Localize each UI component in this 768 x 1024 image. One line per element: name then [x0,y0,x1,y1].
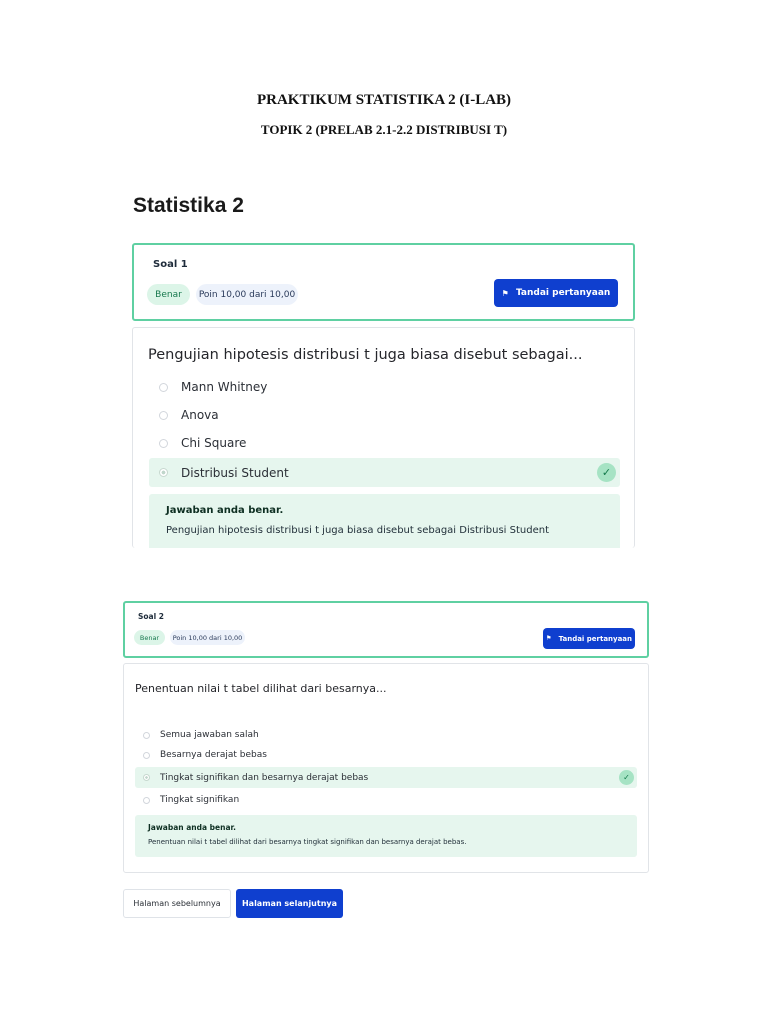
radio-icon[interactable] [159,411,168,420]
question-1-points-badge: Poin 10,00 dari 10,00 [196,284,298,305]
question-2-option[interactable] [135,792,637,808]
question-1-option[interactable] [149,432,620,454]
question-2-option[interactable] [135,727,637,743]
question-1-label: Soal 1 [153,259,188,270]
radio-icon[interactable] [143,732,150,739]
question-2-label: Soal 2 [138,612,165,621]
question-2-flag-button[interactable] [543,628,635,649]
feedback-text: Penentuan nilai t tabel dilihat dari besarnya tingkat signifikan dan besarnya derajat bebas. [148,838,467,846]
question-2-flag-label: Tandai pertanyaan [558,634,633,643]
option-label: Mann Whitney [181,380,268,394]
question-1-flag-button[interactable] [494,279,618,307]
option-label: Anova [181,408,219,422]
feedback-heading: Jawaban anda benar. [148,823,236,832]
check-circle-icon: ✓ [619,770,634,785]
option-label: Distribusi Student [181,465,289,480]
option-label: Chi Square [181,436,247,450]
question-2-points-badge: Poin 10,00 dari 10,00 [170,630,245,645]
question-1-header [132,243,635,321]
question-2-header [123,601,649,658]
course-title: Statistika 2 [133,194,244,217]
option-label: Semua jawaban salah [160,730,259,740]
flag-icon: ⚑ [501,288,509,298]
question-1-flag-label: Tandai pertanyaan [515,288,611,298]
question-2-body [123,663,649,873]
feedback-text: Pengujian hipotesis distribusi t juga biasa disebut sebagai Distribusi Student [166,525,549,536]
option-label: Besarnya derajat bebas [160,750,267,760]
check-circle-icon: ✓ [597,463,616,482]
question-1-text: Pengujian hipotesis distribusi t juga biasa disebut sebagai... [148,347,583,363]
radio-icon[interactable] [159,383,168,392]
radio-icon[interactable] [143,774,150,781]
option-label: Tingkat signifikan dan besarnya derajat bebas [160,772,369,783]
question-2-feedback [135,815,637,857]
radio-icon[interactable] [159,468,168,477]
flag-icon: ⚑ [545,635,552,642]
radio-icon[interactable] [143,752,150,759]
question-1-option[interactable] [149,404,620,426]
question-1-option-selected[interactable] [149,458,620,487]
question-2-text: Penentuan nilai t tabel dilihat dari besarnya... [135,682,387,695]
question-2-option-selected[interactable] [135,767,637,788]
question-2-option[interactable] [135,747,637,763]
feedback-heading: Jawaban anda benar. [166,505,284,516]
document-subtitle: TOPIK 2 (PRELAB 2.1-2.2 DISTRIBUSI T) [260,122,508,137]
option-label: Tingkat signifikan [160,795,240,805]
document-title: PRAKTIKUM STATISTIKA 2 (I-LAB) [256,92,512,108]
question-1-feedback [149,494,620,548]
question-2-status-badge: Benar [134,630,165,645]
radio-icon[interactable] [143,797,150,804]
question-1-status-badge: Benar [147,284,190,305]
question-1-body [132,327,635,548]
previous-page-button[interactable]: Halaman sebelumnya [123,889,231,918]
next-page-button[interactable]: Halaman selanjutnya [236,889,343,918]
radio-icon[interactable] [159,439,168,448]
question-1-option[interactable] [149,376,620,398]
